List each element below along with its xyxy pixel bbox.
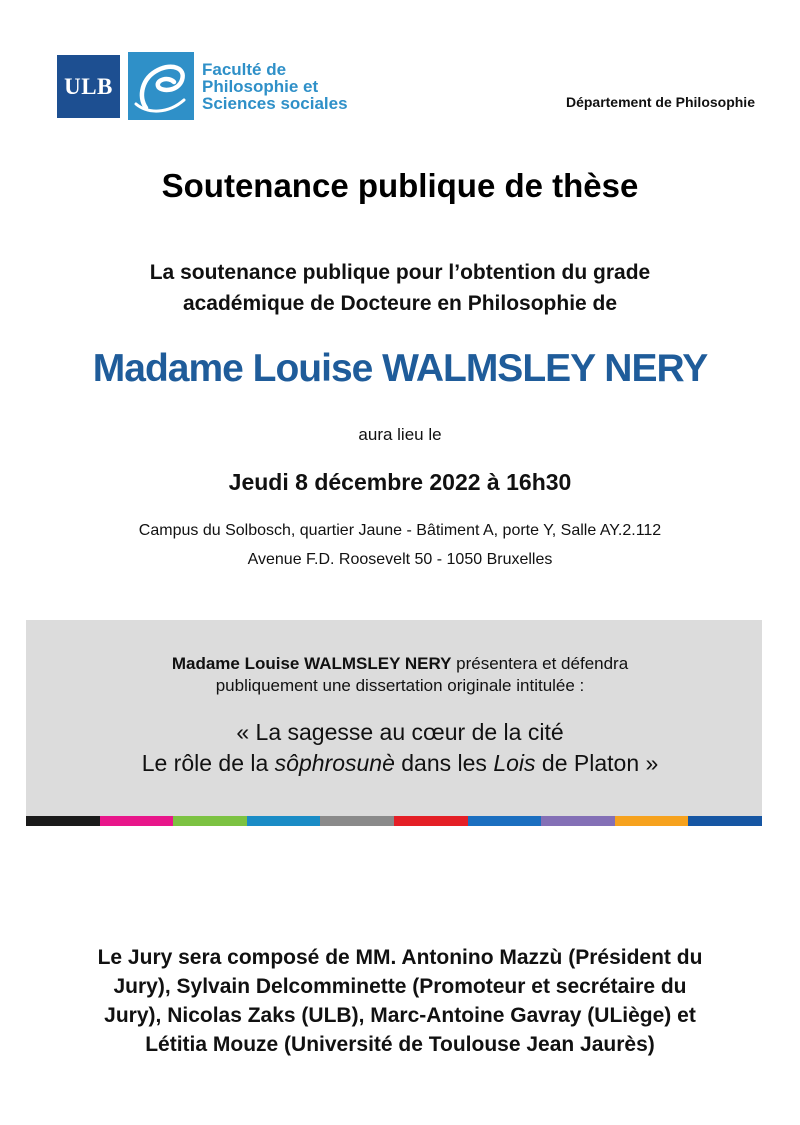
- color-stripe-segment: [173, 816, 247, 826]
- candidate-name: Madame Louise WALMSLEY NERY: [92, 347, 708, 390]
- faculty-name-line: Faculté de: [202, 60, 287, 79]
- presenter-name: Madame Louise WALMSLEY NERY: [171, 654, 452, 673]
- thesis-title-line: [0, 748, 800, 779]
- thesis-title: [0, 717, 800, 779]
- page-title: Soutenance publique de thèse: [161, 167, 639, 204]
- color-stripe-segment: [688, 816, 762, 826]
- intro-text: [0, 257, 800, 319]
- location-line: Campus du Solbosch, quartier Jaune - Bâtiment A, porte Y, Salle AY.2.112: [138, 522, 662, 539]
- presentation-text: [0, 653, 800, 697]
- defense-date: Jeudi 8 décembre 2022 à 16h30: [228, 469, 572, 495]
- color-stripe-segment: [394, 816, 468, 826]
- intro-line: La soutenance publique pour l’obtention du grade: [149, 261, 651, 284]
- presentation-line-rest: présentera et défendra: [451, 654, 629, 673]
- intro-line: académique de Docteure en Philosophie de: [182, 292, 618, 315]
- faculty-name: [202, 61, 348, 112]
- jury-line: Jury), Nicolas Zaks (ULB), Marc-Antoine Gavray (ULiège) et: [104, 1004, 696, 1027]
- color-stripe: [26, 816, 762, 826]
- jury-line: Le Jury sera composé de MM. Antonino Mazzù (Président du: [97, 946, 703, 969]
- faculty-name-line: Philosophie et: [202, 77, 319, 96]
- location: [0, 516, 800, 574]
- ulb-logo-text: ULB: [64, 73, 113, 99]
- jury-text: [40, 943, 760, 1059]
- faculty-logo-mark-icon: [128, 52, 194, 120]
- color-stripe-segment: [26, 816, 100, 826]
- location-line: Avenue F.D. Roosevelt 50 - 1050 Bruxelles: [247, 551, 553, 568]
- presentation-line: [0, 653, 800, 675]
- jury-line: Létitia Mouze (Université de Toulouse Jean Jaurès): [145, 1033, 655, 1056]
- thesis-text-italic: Lois: [493, 750, 536, 776]
- presentation-line: publiquement une dissertation originale intitulée :: [215, 676, 585, 695]
- thesis-text: Le rôle de la: [141, 750, 275, 776]
- aura-lieu-text: aura lieu le: [358, 425, 442, 444]
- thesis-text-italic: sôphrosunè: [274, 750, 395, 776]
- thesis-text: dans les: [394, 750, 494, 776]
- color-stripe-segment: [468, 816, 542, 826]
- color-stripe-segment: [247, 816, 321, 826]
- department-name: Département de Philosophie: [565, 94, 755, 110]
- color-stripe-segment: [100, 816, 174, 826]
- faculty-name-line: Sciences sociales: [202, 94, 348, 113]
- color-stripe-segment: [615, 816, 689, 826]
- color-stripe-segment: [320, 816, 394, 826]
- ulb-logo: [57, 55, 120, 118]
- thesis-text: de Platon »: [535, 750, 659, 776]
- jury-line: Jury), Sylvain Delcomminette (Promoteur et secrétaire du: [113, 975, 687, 998]
- thesis-title-line: « La sagesse au cœur de la cité: [236, 719, 564, 745]
- color-stripe-segment: [541, 816, 615, 826]
